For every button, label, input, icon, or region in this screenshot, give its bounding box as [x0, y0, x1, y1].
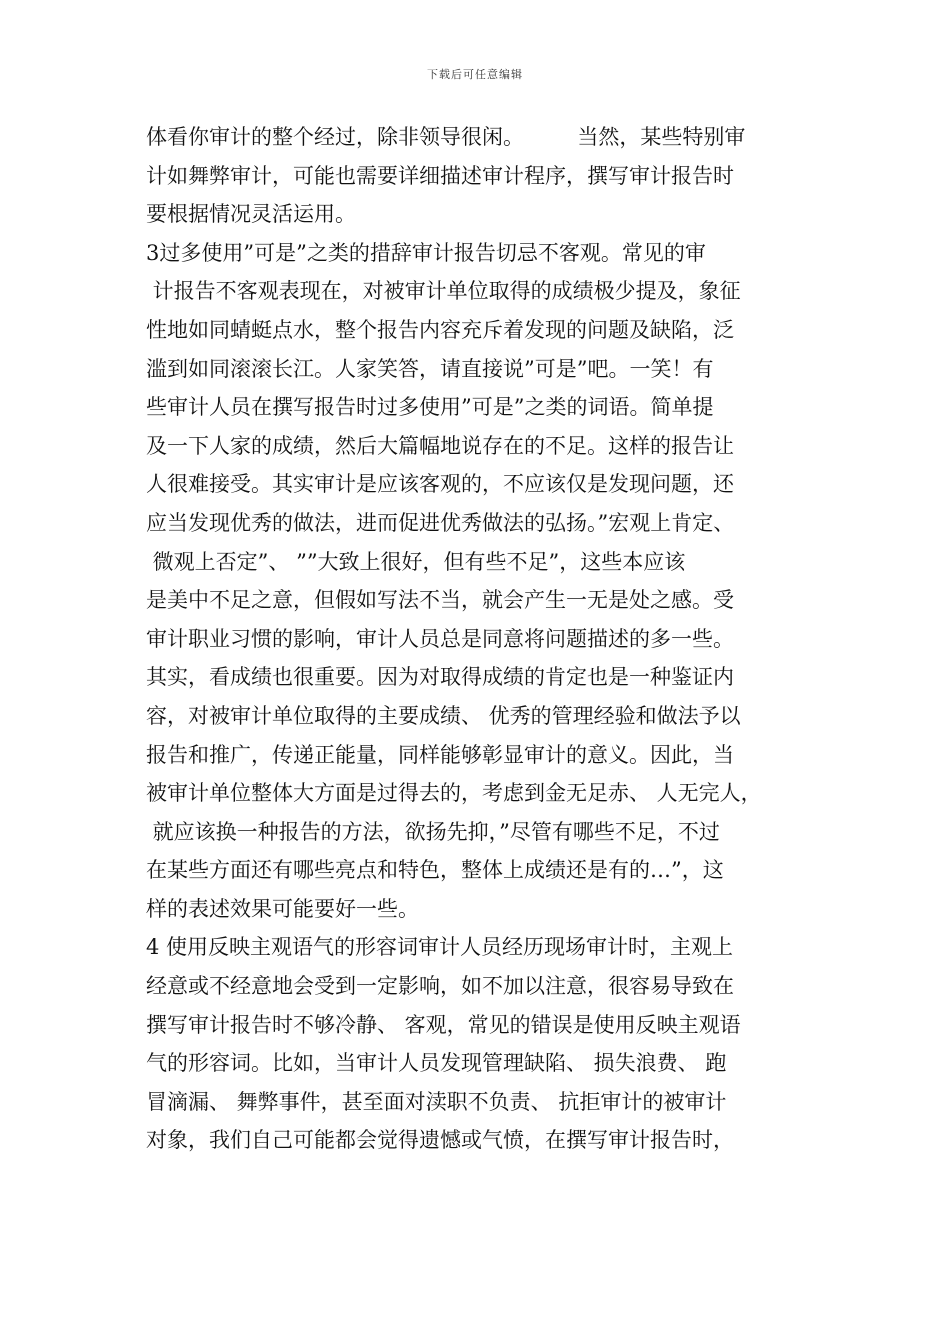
text-line: 微观上否定”、 ””大致上很好，但有些不足”，这些本应该	[146, 549, 686, 574]
document-body	[146, 118, 818, 1160]
text-line: 在某些方面还有哪些亮点和特色，整体上成绩还是有的…”，这	[146, 858, 724, 883]
text-line: 样的表述效果可能要好一些。	[146, 896, 419, 921]
text-line: 就应该换一种报告的方法，欲扬先抑，”尽管有哪些不足，不过	[146, 819, 720, 844]
text-line: 计报告不客观表现在，对被审计单位取得的成绩极少提及，象征	[146, 279, 741, 304]
text-line: 4 使用反映主观语气的形容词审计人员经历现场审计时，主观上	[146, 935, 734, 960]
text-line: 其实，看成绩也很重要。因为对取得成绩的肯定也是一种鉴证内	[146, 665, 734, 690]
text-line: 冒滴漏、 舞弊事件，甚至面对渎职不负责、 抗拒审计的被审计	[146, 1089, 727, 1114]
text-line: 些审计人员在撰写报告时过多使用”可是”之类的词语。简单提	[146, 395, 714, 420]
text-line: 对象，我们自己可能都会觉得遗憾或气愤，在撰写审计报告时，	[146, 1128, 734, 1153]
text-line: 3过多使用”可是”之类的措辞审计报告切忌不客观。常见的审	[146, 240, 706, 265]
text-line: 经意或不经意地会受到一定影响，如不加以注意，很容易导致在	[146, 974, 734, 999]
text-line: 撰写审计报告时不够冷静、 客观，常见的错误是使用反映主观语	[146, 1012, 741, 1037]
text-line: 气的形容词。比如，当审计人员发现管理缺陷、 损失浪费、 跑	[146, 1051, 727, 1076]
text-line: 容，对被审计单位取得的主要成绩、 优秀的管理经验和做法予以	[146, 703, 741, 728]
text-line: 报告和推广，传递正能量，同样能够彰显审计的意义。因此，当	[146, 742, 734, 767]
text-line: 应当发现优秀的做法，进而促进优秀做法的弘扬。”宏观上肯定、	[146, 510, 735, 535]
text-line: 及一下人家的成绩，然后大篇幅地说存在的不足。这样的报告让	[146, 433, 734, 458]
text-line: 计如舞弊审计，可能也需要详细描述审计程序，撰写审计报告时	[146, 163, 734, 188]
text-line: 人很难接受。其实审计是应该客观的，不应该仅是发现问题，还	[146, 472, 734, 497]
text-line: 要根据情况灵活运用。	[146, 202, 356, 227]
text-line: 被审计单位整体大方面是过得去的，考虑到金无足赤、 人无完人，	[146, 781, 762, 806]
text-line: 审计职业习惯的影响，审计人员总是同意将问题描述的多一些。	[146, 626, 734, 651]
text-line: 是美中不足之意，但假如写法不当，就会产生一无是处之感。受	[146, 588, 734, 613]
text-line: 性地如同蜻蜓点水，整个报告内容充斥着发现的问题及缺陷，泛	[146, 317, 734, 342]
text-line: 滥到如同滚滚长江。人家笑答，请直接说”可是”吧。一笑！有	[146, 356, 714, 381]
page-header: 下载后可任意编辑	[427, 68, 523, 81]
text-line: 体看你审计的整个经过，除非领导很闲。 当然，某些特别审	[146, 125, 746, 149]
